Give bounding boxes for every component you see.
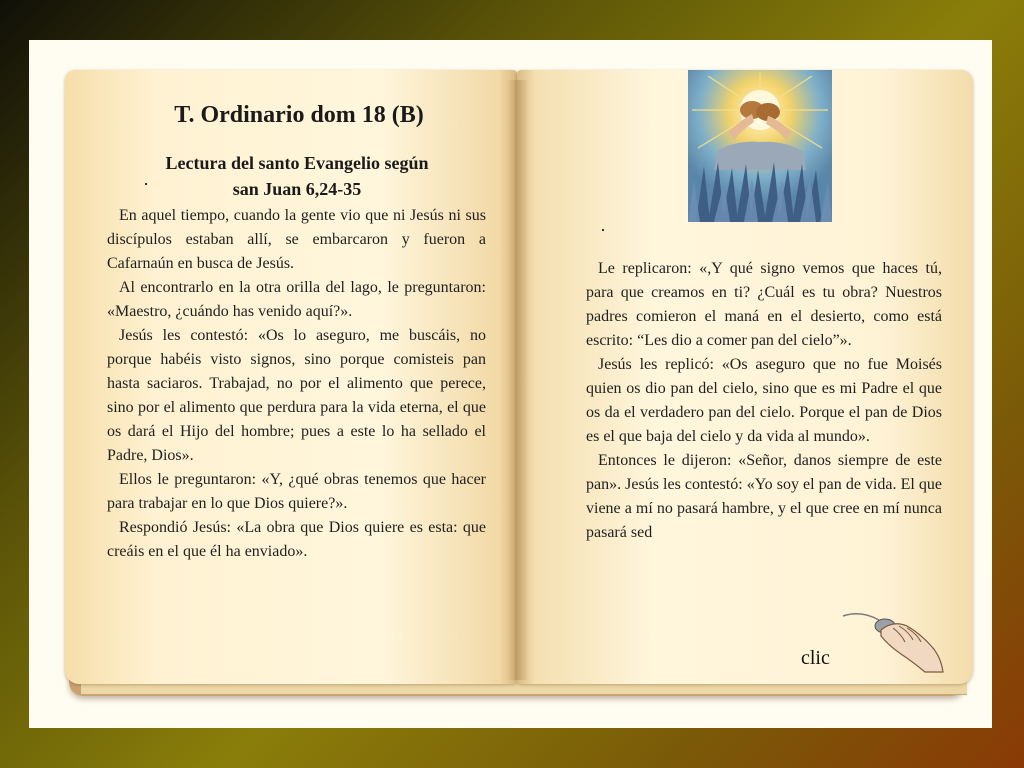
hand-mouse-icon[interactable]	[841, 612, 945, 674]
paragraph: Ellos le preguntaron: «Y, ¿qué obras tenemos que hacer para trabajar en lo que Dios quiere?».	[107, 471, 486, 512]
right-column-text	[586, 257, 942, 545]
paragraph: Entonces le dijeron: «Señor, danos siempre de este pan». Jesús les contestó: «Yo soy el pan de vida. El que viene a mí no pasará hambre, y el que cree en mí nunca pasará sed	[586, 452, 942, 541]
paragraph: Jesús les contestó: «Os lo aseguro, me buscáis, no porque habéis visto signos, sino porque comisteis pan hasta saciaros. Trabajad, no por el alimento que perece, sino por el alimento que perdura para la vida eterna, el que os dará el Hijo del hombre; pues a este lo ha sellado el Padre, Dios».	[107, 327, 486, 464]
paragraph: En aquel tiempo, cuando la gente vio que ni Jesús ni sus discípulos estaban allí, se embarcaron y fueron a Cafarnaún en busca de Jesús.	[107, 207, 486, 272]
reading-heading	[107, 150, 487, 202]
paragraph: Jesús les replicó: «Os aseguro que no fue Moisés quien os dio pan del cielo, sino que es mi Padre el que os da el verdadero pan del cielo. Porque el pan de Dios es el que baja del cielo y da vida al mundo».	[586, 356, 942, 445]
slide	[29, 40, 992, 728]
paragraph: Le replicaron: «,Y qué signo vemos que haces tú, para que creamos en ti? ¿Cuál es tu obra? Nuestros padres comieron el maná en el desierto, como está escrito: “Les dio a comer pan del cielo”».	[586, 260, 942, 349]
stray-dot	[145, 183, 147, 185]
page-title: T. Ordinario dom 18 (B)	[174, 102, 424, 128]
paragraph: Al encontrarlo en la otra orilla del lago, le preguntaron: «Maestro, ¿cuándo has venido aquí?».	[107, 279, 486, 320]
book-spine	[507, 80, 529, 680]
next-slide-link[interactable]: clic	[801, 647, 830, 669]
reading-heading-line2: san Juan 6,24-35	[232, 179, 362, 199]
bread-of-life-illustration	[688, 70, 832, 222]
left-column-text	[107, 204, 486, 564]
reading-heading-line1: Lectura del santo Evangelio según	[165, 153, 429, 173]
stray-dot	[602, 229, 604, 231]
paragraph: Respondió Jesús: «La obra que Dios quiere es esta: que creáis en el que él ha enviado».	[107, 519, 486, 560]
